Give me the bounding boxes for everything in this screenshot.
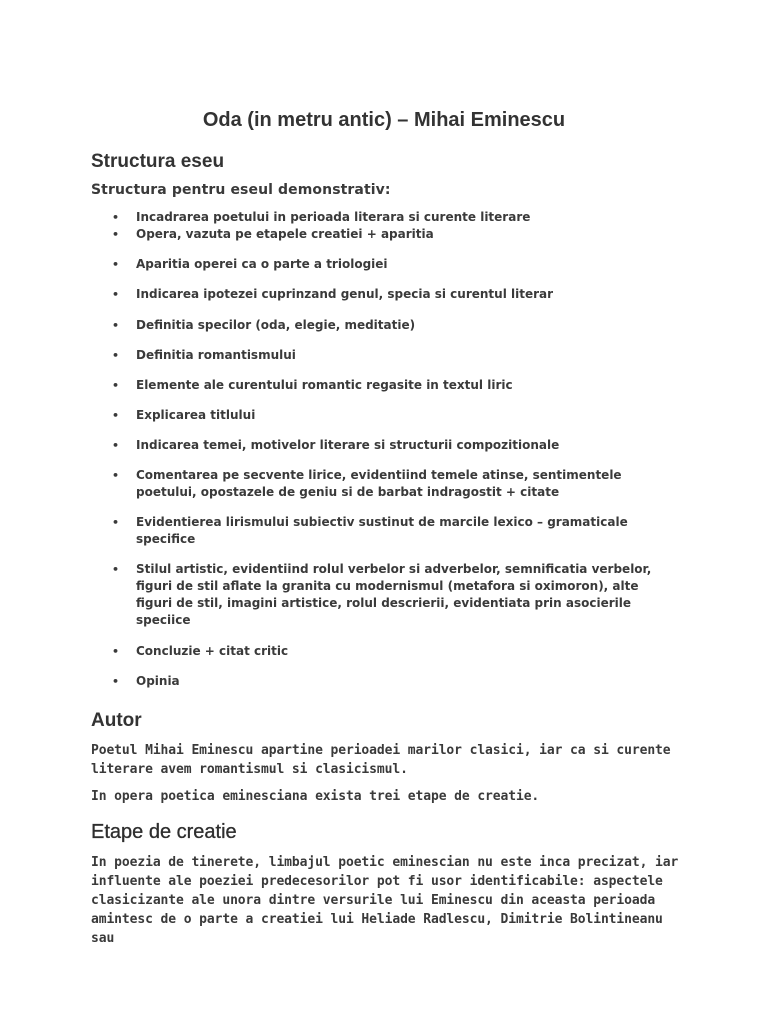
list-item-text: Definitia romantismului bbox=[136, 348, 296, 362]
list-item bbox=[112, 286, 672, 303]
list-item-text: Opinia bbox=[136, 674, 180, 688]
list-item-text: Concluzie + citat critic bbox=[136, 644, 289, 658]
list-item-text: Incadrarea poetului in perioada literara si curente literare bbox=[136, 210, 531, 224]
list-item bbox=[112, 673, 672, 690]
list-item bbox=[112, 437, 672, 454]
bullet-dot: • bbox=[112, 675, 120, 688]
list-item bbox=[112, 377, 672, 394]
section-heading-etape: Etape de creatie bbox=[91, 821, 237, 843]
list-item-text: Explicarea titlului bbox=[136, 408, 256, 422]
bullet-dot: • bbox=[112, 379, 120, 392]
bullet-dot: • bbox=[112, 319, 120, 332]
page-title: Oda (in metru antic) – Mihai Eminescu bbox=[202, 109, 566, 131]
list-item-text: Comentarea pe secvente lirice, evidentiind temele atinse, sentimentele poetului, opostazele de geniu si de barbat indragostit + citate bbox=[136, 468, 622, 499]
bullet-dot: • bbox=[112, 228, 120, 241]
list-item-text: Aparitia operei ca o parte a triologiei bbox=[136, 257, 388, 271]
bullet-dot: • bbox=[112, 409, 120, 422]
list-item-text: Elemente ale curentului romantic regasite in textul liric bbox=[136, 378, 513, 392]
list-item bbox=[112, 226, 672, 243]
list-item bbox=[112, 347, 672, 364]
list-item bbox=[112, 514, 672, 548]
list-item bbox=[112, 467, 672, 501]
bullet-dot: • bbox=[112, 211, 120, 224]
list-item-text: Evidentierea lirismului subiectiv sustinut de marcile lexico – gramaticale specifice bbox=[136, 515, 628, 546]
list-item bbox=[112, 317, 672, 334]
list-item-text: Opera, vazuta pe etapele creatiei + aparitia bbox=[136, 227, 434, 241]
list-item bbox=[112, 256, 672, 273]
section-lead: Structura pentru eseul demonstrativ: bbox=[91, 182, 391, 198]
paragraph-autor-1: Poetul Mihai Eminescu apartine perioadei marilor clasici, iar ca si curente literare avem romantismul si clasicismul. bbox=[91, 743, 671, 777]
paragraph-etape: In poezia de tinerete, limbajul poetic eminescian nu este inca precizat, iar influente ale poeziei predecesorilor pot fi usor identificabile: aspectele clasicizante ale unora dintre versurile lui Eminescu din aceasta perioada amintesc de o parte a creatiei lui Heliade Radlescu, Dimitrie Bolintineanu sau bbox=[91, 855, 679, 946]
bullet-dot: • bbox=[112, 258, 120, 271]
bullet-dot: • bbox=[112, 645, 120, 658]
bullet-dot: • bbox=[112, 469, 120, 482]
paragraph-autor-2: In opera poetica eminesciana exista trei etape de creatie. bbox=[91, 789, 540, 804]
section-heading-autor: Autor bbox=[91, 710, 142, 731]
bullet-dot: • bbox=[112, 349, 120, 362]
bullet-dot: • bbox=[112, 439, 120, 452]
list-item-text: Indicarea ipotezei cuprinzand genul, specia si curentul literar bbox=[136, 287, 554, 301]
list-item-text: Indicarea temei, motivelor literare si structurii compozitionale bbox=[136, 438, 560, 452]
bullet-dot: • bbox=[112, 563, 120, 576]
bullet-dot: • bbox=[112, 516, 120, 529]
list-item bbox=[112, 643, 672, 660]
list-item-text: Stilul artistic, evidentiind rolul verbelor si adverbelor, semnificatia verbelor, figuri de stil aflate la granita cu modernismul (metafora si oximoron), alte figuri de stil, imagini artistice, rolul descrierii, evidentiata prin asocierile speciice bbox=[136, 562, 652, 627]
bullet-dot: • bbox=[112, 288, 120, 301]
list-item bbox=[112, 561, 672, 629]
list-item bbox=[112, 407, 672, 424]
section-heading-structura: Structura eseu bbox=[91, 151, 225, 172]
list-item bbox=[112, 209, 672, 226]
list-item-text: Definitia specilor (oda, elegie, meditatie) bbox=[136, 318, 416, 332]
